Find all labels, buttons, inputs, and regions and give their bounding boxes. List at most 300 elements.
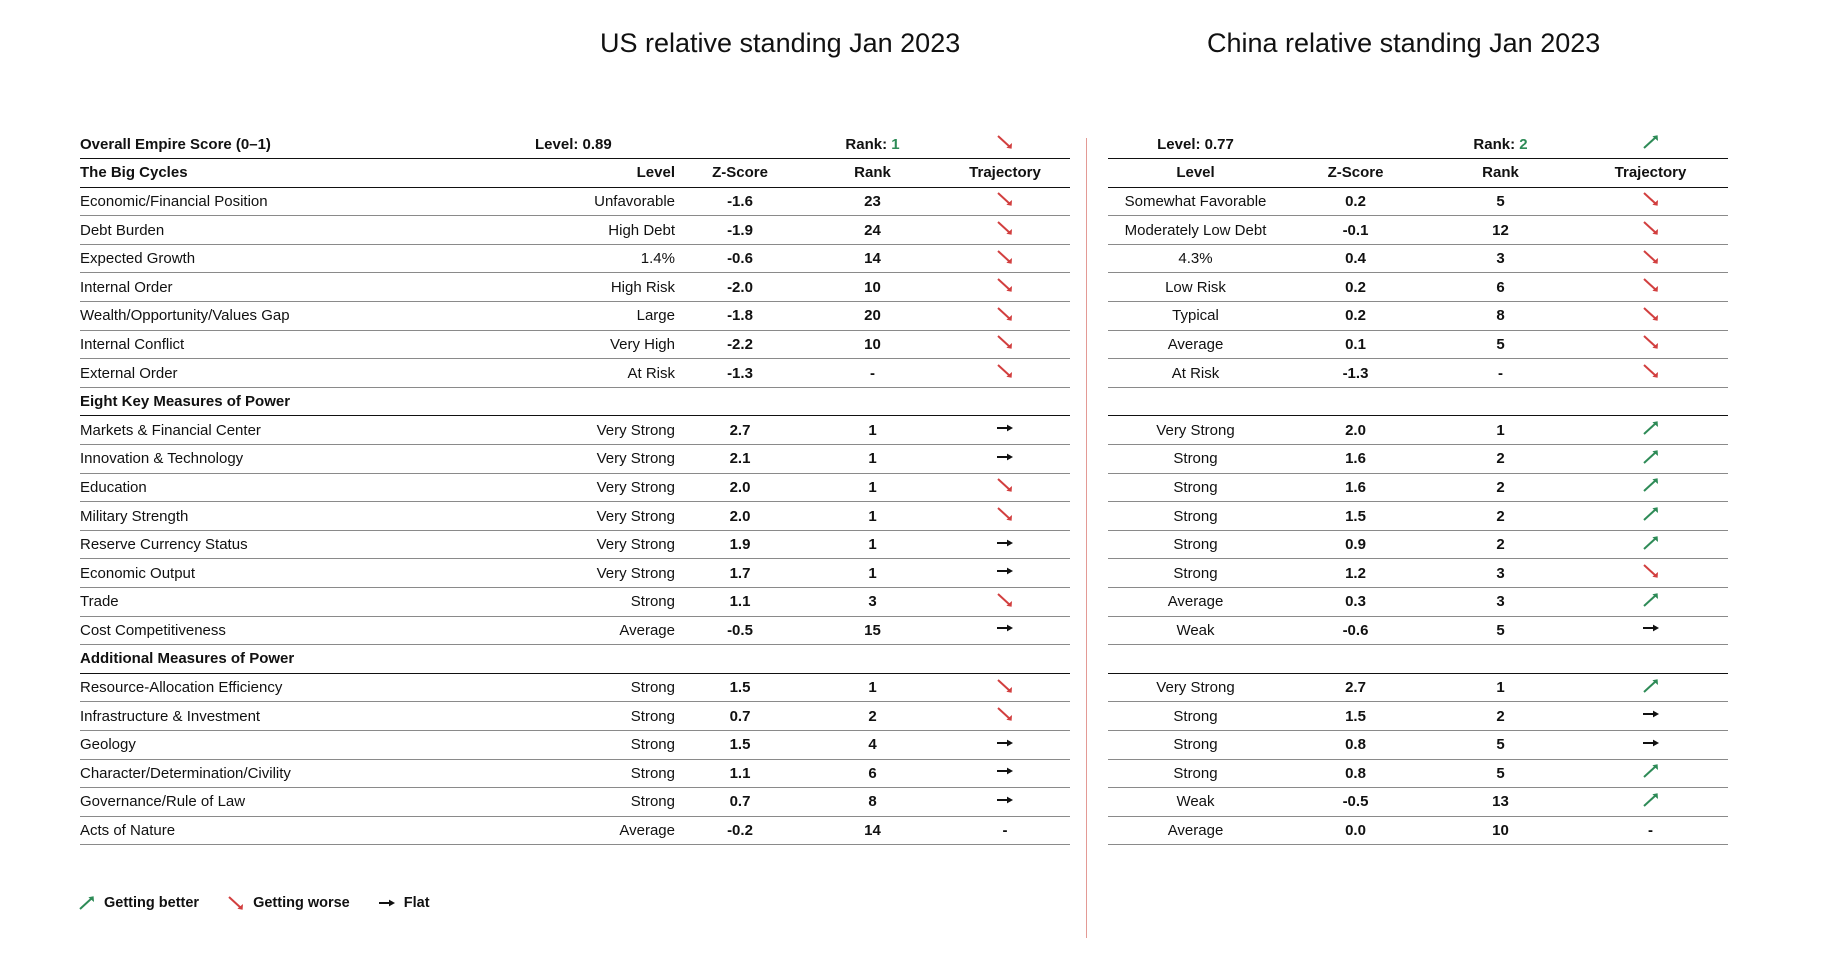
row-label: Trade: [80, 588, 535, 617]
arrow-down-right-icon: [227, 895, 245, 911]
china-header-row: [1108, 159, 1728, 188]
row-zscore-china: 0.2: [1283, 302, 1428, 331]
section-header-label: Additional Measures of Power: [80, 645, 535, 674]
arrow-down-right-icon: [1642, 277, 1660, 293]
row-trajectory-china: [1573, 702, 1728, 731]
arrow-down-right-icon: [1642, 249, 1660, 265]
row-zscore-china: 0.8: [1283, 730, 1428, 759]
arrow-down-right-icon: [996, 477, 1014, 493]
row-trajectory-china: [1573, 216, 1728, 245]
row-rank-us: 1: [805, 559, 940, 588]
arrow-down-right-icon: [996, 706, 1014, 722]
row-rank-us: 1: [805, 673, 940, 702]
table-row: [1108, 530, 1728, 559]
col-header-trajectory: Trajectory: [1573, 159, 1728, 188]
table-row: [1108, 673, 1728, 702]
row-rank-us: 10: [805, 273, 940, 302]
row-zscore-china: 0.0: [1283, 816, 1428, 845]
row-zscore-us: -0.6: [675, 244, 805, 273]
table-row: [1108, 330, 1728, 359]
row-rank-china: 5: [1428, 330, 1573, 359]
section-header-blank: [1428, 387, 1573, 416]
table-row: [1108, 273, 1728, 302]
section-header-row: [80, 645, 1070, 674]
table-row: [80, 273, 1070, 302]
row-rank-china: 2: [1428, 502, 1573, 531]
arrow-down-right-icon: [996, 506, 1014, 522]
us-panel: [80, 130, 1070, 845]
row-rank-us: 1: [805, 502, 940, 531]
row-zscore-us: 2.1: [675, 445, 805, 474]
table-row: [80, 445, 1070, 474]
row-level-china: Low Risk: [1108, 273, 1283, 302]
legend-item-flat: [378, 895, 430, 911]
table-row: [80, 588, 1070, 617]
row-trajectory-us: [940, 616, 1070, 645]
row-zscore-china: 0.2: [1283, 187, 1428, 216]
row-trajectory-china: [1573, 588, 1728, 617]
table-row: [80, 730, 1070, 759]
arrow-down-right-icon: [1642, 220, 1660, 236]
row-zscore-china: 0.1: [1283, 330, 1428, 359]
table-row: [1108, 187, 1728, 216]
row-trajectory-us: [940, 330, 1070, 359]
table-row: [80, 473, 1070, 502]
row-level-us: Strong: [535, 788, 675, 817]
row-trajectory-china: [1573, 273, 1728, 302]
row-rank-us: -: [805, 359, 940, 388]
row-trajectory-us: [940, 702, 1070, 731]
row-zscore-us: -1.9: [675, 216, 805, 245]
col-header-name: The Big Cycles: [80, 159, 535, 188]
table-row: [1108, 445, 1728, 474]
overall-score-trajectory: [940, 130, 1070, 159]
row-zscore-china: 1.5: [1283, 702, 1428, 731]
arrow-up-right-icon: [1642, 449, 1660, 465]
row-zscore-china: 0.8: [1283, 759, 1428, 788]
row-zscore-china: 1.6: [1283, 473, 1428, 502]
section-header-blank: [805, 387, 940, 416]
row-label: Innovation & Technology: [80, 445, 535, 474]
legend-item-better: [78, 895, 199, 911]
row-trajectory-us: [940, 816, 1070, 845]
row-zscore-china: -0.5: [1283, 788, 1428, 817]
table-row: [1108, 244, 1728, 273]
row-zscore-us: -0.2: [675, 816, 805, 845]
row-zscore-us: -2.0: [675, 273, 805, 302]
dash-icon: -: [1648, 822, 1653, 840]
arrow-down-right-icon: [996, 363, 1014, 379]
row-zscore-china: 1.6: [1283, 445, 1428, 474]
row-level-china: Strong: [1108, 502, 1283, 531]
row-zscore-us: -2.2: [675, 330, 805, 359]
section-header-row: [80, 387, 1070, 416]
row-rank-us: 24: [805, 216, 940, 245]
row-zscore-us: 2.0: [675, 502, 805, 531]
row-label: Acts of Nature: [80, 816, 535, 845]
row-zscore-china: 0.4: [1283, 244, 1428, 273]
row-rank-us: 8: [805, 788, 940, 817]
row-trajectory-china: [1573, 673, 1728, 702]
arrow-down-right-icon: [996, 306, 1014, 322]
table-row: [1108, 759, 1728, 788]
row-label: Military Strength: [80, 502, 535, 531]
section-header-blank: [1283, 645, 1428, 674]
table-row: [80, 559, 1070, 588]
arrow-right-icon: [996, 449, 1014, 465]
section-header-blank: [805, 645, 940, 674]
arrow-up-right-icon: [78, 895, 96, 911]
row-label: Internal Conflict: [80, 330, 535, 359]
row-rank-china: 2: [1428, 530, 1573, 559]
arrow-down-right-icon: [996, 191, 1014, 207]
row-rank-us: 14: [805, 816, 940, 845]
row-zscore-us: -0.5: [675, 616, 805, 645]
row-label: Internal Order: [80, 273, 535, 302]
row-rank-china: 5: [1428, 187, 1573, 216]
row-level-us: High Debt: [535, 216, 675, 245]
row-trajectory-china: [1573, 244, 1728, 273]
row-trajectory-us: [940, 759, 1070, 788]
row-trajectory-china: [1573, 445, 1728, 474]
us-header-row: [80, 159, 1070, 188]
table-row: [80, 359, 1070, 388]
page-title-china: China relative standing Jan 2023: [1207, 28, 1601, 58]
row-label: Expected Growth: [80, 244, 535, 273]
row-trajectory-us: [940, 530, 1070, 559]
row-label: Infrastructure & Investment: [80, 702, 535, 731]
arrow-down-right-icon: [996, 592, 1014, 608]
row-level-china: Strong: [1108, 702, 1283, 731]
table-row: [80, 759, 1070, 788]
row-level-us: Very Strong: [535, 559, 675, 588]
arrow-down-right-icon: [1642, 363, 1660, 379]
row-rank-china: 10: [1428, 816, 1573, 845]
row-zscore-us: 2.7: [675, 416, 805, 445]
row-trajectory-us: [940, 416, 1070, 445]
row-trajectory-china: [1573, 816, 1728, 845]
row-rank-us: 1: [805, 445, 940, 474]
table-row: [80, 416, 1070, 445]
table-row: [1108, 302, 1728, 331]
row-label: Reserve Currency Status: [80, 530, 535, 559]
row-zscore-us: -1.8: [675, 302, 805, 331]
row-level-us: Large: [535, 302, 675, 331]
row-rank-china: 2: [1428, 702, 1573, 731]
table-row: [1108, 473, 1728, 502]
row-label: Character/Determination/Civility: [80, 759, 535, 788]
row-trajectory-china: [1573, 530, 1728, 559]
section-header-blank: [535, 645, 675, 674]
overall-score-level: Level: 0.89: [535, 135, 612, 153]
arrow-right-icon: [996, 763, 1014, 779]
row-rank-china: 1: [1428, 673, 1573, 702]
row-trajectory-us: [940, 673, 1070, 702]
table-row: [1108, 559, 1728, 588]
col-header-rank: Rank: [1428, 159, 1573, 188]
arrow-up-right-icon: [1642, 535, 1660, 551]
row-level-china: Weak: [1108, 616, 1283, 645]
row-trajectory-china: [1573, 187, 1728, 216]
row-level-us: Average: [535, 616, 675, 645]
row-level-us: Very High: [535, 330, 675, 359]
row-rank-china: 3: [1428, 559, 1573, 588]
table-row: [80, 187, 1070, 216]
row-level-china: Somewhat Favorable: [1108, 187, 1283, 216]
row-zscore-us: 1.1: [675, 588, 805, 617]
row-level-us: Unfavorable: [535, 187, 675, 216]
table-row: [1108, 702, 1728, 731]
arrow-right-icon: [996, 563, 1014, 579]
row-level-china: Average: [1108, 816, 1283, 845]
table-row: [1108, 816, 1728, 845]
arrow-right-icon: [996, 620, 1014, 636]
col-header-trajectory: Trajectory: [940, 159, 1070, 188]
dash-icon: -: [1002, 822, 1008, 840]
row-trajectory-china: [1573, 759, 1728, 788]
row-level-china: Strong: [1108, 473, 1283, 502]
row-zscore-china: 0.3: [1283, 588, 1428, 617]
row-rank-china: 5: [1428, 616, 1573, 645]
col-header-zscore: Z-Score: [675, 159, 805, 188]
row-zscore-us: 0.7: [675, 702, 805, 731]
row-label: Cost Competitiveness: [80, 616, 535, 645]
arrow-up-right-icon: [1642, 506, 1660, 522]
row-trajectory-us: [940, 187, 1070, 216]
row-trajectory-us: [940, 502, 1070, 531]
row-rank-us: 15: [805, 616, 940, 645]
section-header-blank: [1428, 645, 1573, 674]
table-row: [80, 330, 1070, 359]
row-trajectory-us: [940, 216, 1070, 245]
row-level-us: Strong: [535, 759, 675, 788]
table-row: [80, 816, 1070, 845]
row-trajectory-us: [940, 273, 1070, 302]
row-zscore-china: 0.9: [1283, 530, 1428, 559]
row-level-us: Very Strong: [535, 530, 675, 559]
arrow-right-icon: [378, 895, 396, 911]
col-header-level: Level: [535, 159, 675, 188]
row-zscore-us: 1.5: [675, 673, 805, 702]
row-rank-us: 2: [805, 702, 940, 731]
overall-score-rank: [1428, 130, 1573, 159]
row-trajectory-china: [1573, 473, 1728, 502]
row-trajectory-us: [940, 445, 1070, 474]
row-trajectory-china: [1573, 302, 1728, 331]
row-trajectory-china: [1573, 616, 1728, 645]
row-level-us: Strong: [535, 673, 675, 702]
arrow-up-right-icon: [1642, 792, 1660, 808]
row-rank-us: 1: [805, 530, 940, 559]
row-rank-china: 3: [1428, 244, 1573, 273]
table-row: [1108, 730, 1728, 759]
row-zscore-china: 1.5: [1283, 502, 1428, 531]
arrow-up-right-icon: [1642, 763, 1660, 779]
arrow-down-right-icon: [1642, 563, 1660, 579]
table-row: [80, 616, 1070, 645]
row-trajectory-china: [1573, 730, 1728, 759]
row-rank-us: 23: [805, 187, 940, 216]
arrow-up-right-icon: [1642, 592, 1660, 608]
row-level-us: High Risk: [535, 273, 675, 302]
overall-score-blank: [675, 130, 805, 159]
row-rank-china: 5: [1428, 759, 1573, 788]
row-trajectory-us: [940, 588, 1070, 617]
arrow-down-right-icon: [1642, 334, 1660, 350]
row-label: Education: [80, 473, 535, 502]
row-rank-china: 6: [1428, 273, 1573, 302]
row-rank-us: 1: [805, 473, 940, 502]
row-trajectory-china: [1573, 559, 1728, 588]
overall-score-trajectory: [1573, 130, 1728, 159]
row-rank-us: 4: [805, 730, 940, 759]
legend-item-worse: [227, 895, 350, 911]
row-level-us: At Risk: [535, 359, 675, 388]
table-row: [80, 244, 1070, 273]
row-rank-china: 1: [1428, 416, 1573, 445]
overall-score-level: Level: 0.77: [1157, 135, 1234, 153]
overall-score-label: Overall Empire Score (0–1): [80, 135, 271, 153]
row-rank-us: 10: [805, 330, 940, 359]
row-zscore-us: 1.1: [675, 759, 805, 788]
section-header-row: [1108, 645, 1728, 674]
row-trajectory-us: [940, 302, 1070, 331]
row-trajectory-china: [1573, 788, 1728, 817]
overall-rank-value: 1: [891, 135, 900, 153]
row-level-china: Strong: [1108, 759, 1283, 788]
row-label: Economic Output: [80, 559, 535, 588]
row-level-china: Strong: [1108, 559, 1283, 588]
row-level-china: Moderately Low Debt: [1108, 216, 1283, 245]
row-rank-us: 20: [805, 302, 940, 331]
row-level-us: Very Strong: [535, 502, 675, 531]
table-row: [1108, 788, 1728, 817]
table-row: [1108, 216, 1728, 245]
arrow-right-icon: [996, 420, 1014, 436]
table-row: [80, 788, 1070, 817]
arrow-down-right-icon: [996, 220, 1014, 236]
col-header-level: Level: [1108, 159, 1283, 188]
row-rank-china: 12: [1428, 216, 1573, 245]
overall-score-row: [80, 130, 1070, 159]
row-rank-us: 6: [805, 759, 940, 788]
legend-label-better: Getting better: [104, 895, 200, 911]
china-table: [1108, 130, 1728, 845]
table-row: [80, 702, 1070, 731]
row-rank-china: 13: [1428, 788, 1573, 817]
legend-label-worse: Getting worse: [253, 895, 350, 911]
page-title-us: US relative standing Jan 2023: [600, 28, 961, 58]
arrow-down-right-icon: [1642, 191, 1660, 207]
arrow-right-icon: [996, 792, 1014, 808]
table-row: [1108, 502, 1728, 531]
row-label: Resource-Allocation Efficiency: [80, 673, 535, 702]
row-trajectory-us: [940, 788, 1070, 817]
row-trajectory-us: [940, 473, 1070, 502]
row-level-us: Strong: [535, 730, 675, 759]
row-label: Debt Burden: [80, 216, 535, 245]
row-zscore-us: 1.7: [675, 559, 805, 588]
row-level-us: 1.4%: [535, 244, 675, 273]
row-level-china: Typical: [1108, 302, 1283, 331]
row-trajectory-us: [940, 359, 1070, 388]
row-level-china: Strong: [1108, 530, 1283, 559]
section-header-blank: [675, 387, 805, 416]
row-level-us: Strong: [535, 702, 675, 731]
overall-score-row: [1108, 130, 1728, 159]
arrow-right-icon: [996, 535, 1014, 551]
section-header-blank: [675, 645, 805, 674]
row-label: Governance/Rule of Law: [80, 788, 535, 817]
row-trajectory-china: [1573, 502, 1728, 531]
row-zscore-china: 1.2: [1283, 559, 1428, 588]
row-label: Wealth/Opportunity/Values Gap: [80, 302, 535, 331]
table-row: [1108, 616, 1728, 645]
row-level-us: Strong: [535, 588, 675, 617]
arrow-up-right-icon: [1642, 678, 1660, 694]
row-label: Geology: [80, 730, 535, 759]
arrow-down-right-icon: [996, 678, 1014, 694]
row-label: Economic/Financial Position: [80, 187, 535, 216]
row-zscore-china: -1.3: [1283, 359, 1428, 388]
row-trajectory-us: [940, 559, 1070, 588]
row-zscore-us: 0.7: [675, 788, 805, 817]
row-level-china: Strong: [1108, 730, 1283, 759]
table-row: [1108, 588, 1728, 617]
row-trajectory-china: [1573, 359, 1728, 388]
arrow-up-right-icon: [1642, 477, 1660, 493]
row-level-china: Average: [1108, 330, 1283, 359]
row-trajectory-us: [940, 730, 1070, 759]
row-rank-china: 3: [1428, 588, 1573, 617]
us-table: [80, 130, 1070, 845]
arrow-down-right-icon: [996, 249, 1014, 265]
row-rank-china: 2: [1428, 473, 1573, 502]
table-row: [80, 216, 1070, 245]
overall-rank-label: Rank:: [1473, 135, 1520, 153]
row-level-china: At Risk: [1108, 359, 1283, 388]
row-zscore-us: 1.9: [675, 530, 805, 559]
overall-rank-value: 2: [1519, 135, 1528, 153]
legend: [78, 895, 430, 911]
col-header-zscore: Z-Score: [1283, 159, 1428, 188]
arrow-down-right-icon: [996, 334, 1014, 350]
row-level-china: 4.3%: [1108, 244, 1283, 273]
row-trajectory-china: [1573, 330, 1728, 359]
row-level-us: Very Strong: [535, 416, 675, 445]
row-zscore-us: -1.6: [675, 187, 805, 216]
row-rank-china: 8: [1428, 302, 1573, 331]
row-zscore-china: -0.6: [1283, 616, 1428, 645]
row-level-china: Very Strong: [1108, 673, 1283, 702]
section-header-blank: [1283, 387, 1428, 416]
arrow-right-icon: [1642, 706, 1660, 722]
row-rank-china: 5: [1428, 730, 1573, 759]
table-row: [80, 673, 1070, 702]
row-rank-china: -: [1428, 359, 1573, 388]
section-header-blank: [1108, 387, 1283, 416]
row-zscore-china: 2.0: [1283, 416, 1428, 445]
row-level-us: Very Strong: [535, 473, 675, 502]
row-rank-us: 14: [805, 244, 940, 273]
section-header-blank: [1573, 645, 1728, 674]
row-level-us: Very Strong: [535, 445, 675, 474]
row-zscore-us: 1.5: [675, 730, 805, 759]
section-header-blank: [535, 387, 675, 416]
row-zscore-china: -0.1: [1283, 216, 1428, 245]
table-row: [80, 530, 1070, 559]
panel-divider: [1086, 138, 1087, 938]
